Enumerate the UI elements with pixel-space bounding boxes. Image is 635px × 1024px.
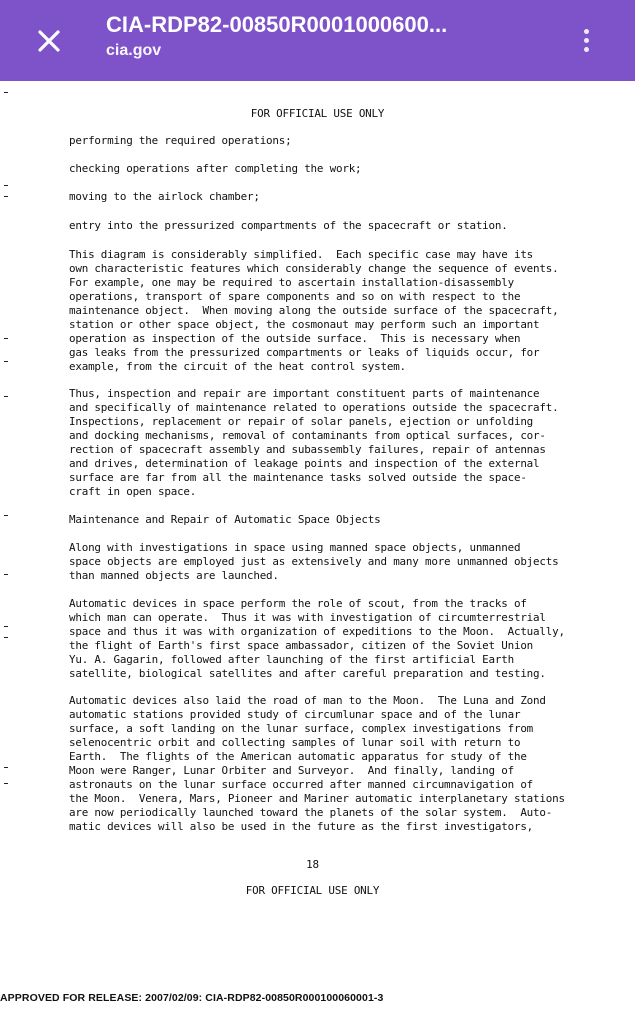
paragraph: Automatic devices in space perform the role of scout, from the tracks of which man can operate. Thus it was with investigation of circumterrestrial space and thus it was with organization of expeditions to the Moon. Actually, the flight of Earth's first space ambassador, citizen of the Soviet Union Yu. A. Gagarin, followed after launching of the first artificial Earth satellite, biological satellites and after careful preparation and testing. (69, 597, 565, 680)
paragraph: Along with investigations in space using manned space objects, unmanned space objects are employed just as extensively and many more unmanned objects than manned objects are launched. (69, 541, 559, 582)
header-marking: FOR OFFICIAL USE ONLY (250, 107, 385, 120)
close-icon (37, 29, 61, 53)
margin-mark (4, 92, 8, 93)
list-item: performing the required operations; (69, 134, 292, 147)
source-domain: cia.gov (106, 42, 162, 59)
title-block (106, 10, 556, 62)
footer-marking: FOR OFFICIAL USE ONLY (245, 884, 380, 897)
list-item: entry into the pressurized compartments of the spacecraft or station. (69, 219, 508, 232)
release-stamp: APPROVED FOR RELEASE: 2007/02/09: CIA-RDP82-00850R000100060001-3 (0, 992, 384, 1004)
margin-mark (4, 361, 8, 362)
close-button[interactable] (26, 18, 72, 64)
margin-mark (4, 637, 8, 638)
margin-mark (4, 185, 8, 186)
section-heading: Maintenance and Repair of Automatic Space Objects (69, 513, 381, 526)
more-vert-icon (584, 29, 589, 34)
list-item: checking operations after completing the work; (69, 162, 362, 175)
margin-mark (4, 515, 8, 516)
margin-mark (4, 626, 8, 627)
paragraph: This diagram is considerably simplified. Each specific case may have its own characteristic features which considerably change the sequence of events. For example, one may be required to ascertain installation-disassembly operations, transport of spare components and so on with respect to the maintenance object. When moving along the outside surface of the spacecraft, station or other space object, the cosmonaut may perform such an important operation as inspection of the outside surface. This is necessary when gas leaks from the pressurized compartments or leaks of liquids occur, for example, from the circuit of the heat control system. (69, 248, 559, 373)
paragraph: Automatic devices also laid the road of man to the Moon. The Luna and Zond automatic stations provided study of circumlunar space and of the lunar surface, a soft landing on the lunar surface, complex investigations from selenocentric orbit and collecting samples of lunar soil with return to Earth. The flights of the American automatic apparatus for study of the Moon were Ranger, Lunar Orbiter and Surveyor. And finally, landing of astronauts on the lunar surface occurred after manned circumnavigation of the Moon. Venera, Mars, Pioneer and Mariner automatic interplanetary stations are now periodically launched toward the planets of the solar system. Auto- matic devices will also be used in the future as the first investigators, (69, 694, 565, 833)
margin-mark (4, 396, 8, 397)
app-bar (0, 0, 635, 81)
margin-mark (4, 338, 8, 339)
paragraph: Thus, inspection and repair are important constituent parts of maintenance and specifically of maintenance related to operations outside the spacecraft. Inspections, replacement or repair of solar panels, ejection or unfolding and docking mechanisms, removal of contaminants from optical surfaces, cor- rection of spacecraft assembly and subassembly failures, repair of antennas and drives, determination of leakage points and inspection of the external surface are far from all the maintenance tasks solved outside the space- craft in open space. (69, 387, 559, 498)
list-item: moving to the airlock chamber; (69, 190, 260, 203)
more-options-button[interactable] (572, 20, 600, 60)
document-title: CIA-RDP82-00850R0001000600... (106, 12, 448, 37)
margin-mark (4, 196, 8, 197)
margin-mark (4, 783, 8, 784)
page-number: 18 (306, 858, 319, 871)
margin-mark (4, 767, 8, 768)
margin-mark (4, 574, 8, 575)
